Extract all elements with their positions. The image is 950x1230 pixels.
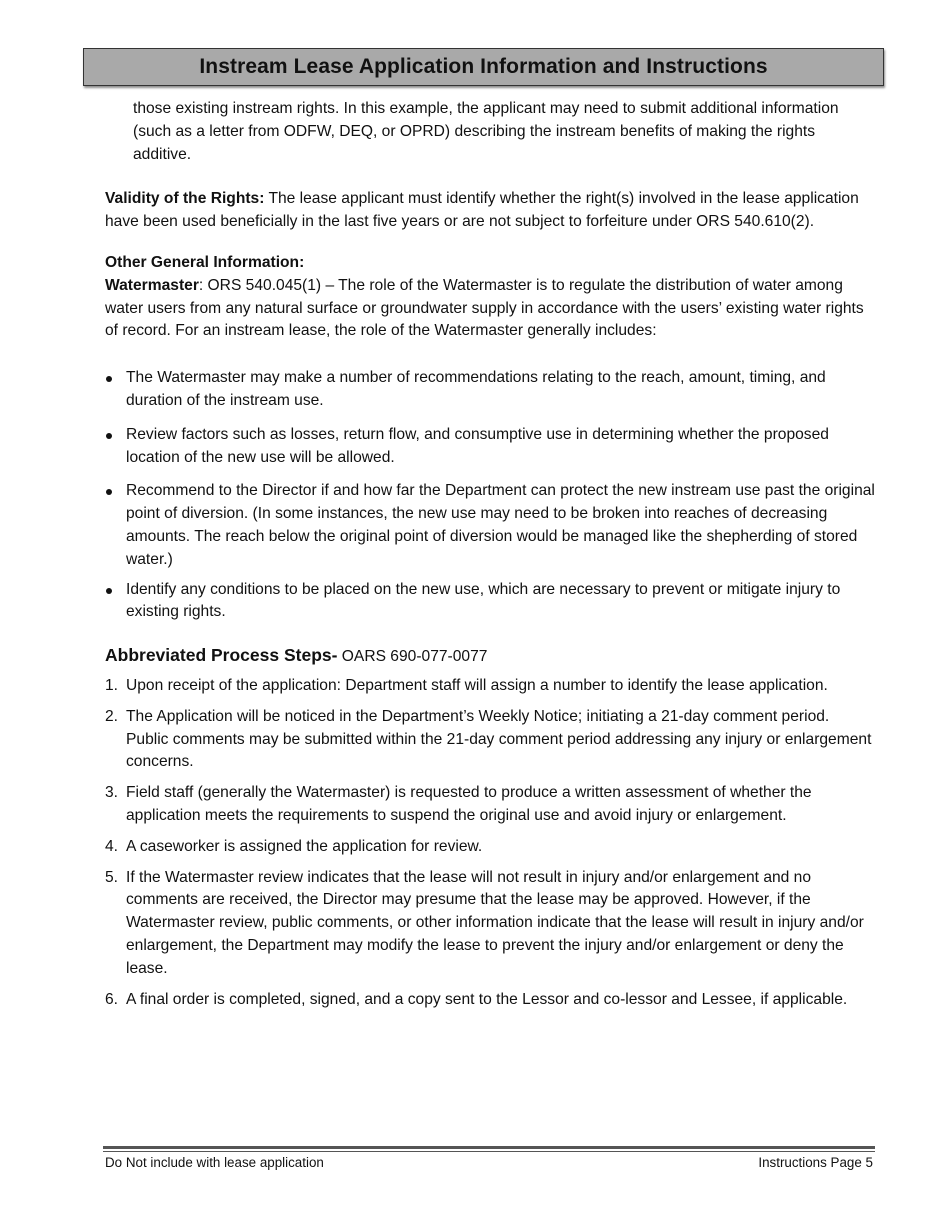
page-footer bbox=[105, 1155, 873, 1170]
step-number: 6. bbox=[105, 990, 119, 1008]
validity-paragraph bbox=[105, 188, 875, 234]
validity-text: The lease applicant must identify whether the right(s) involved in the lease application have been used beneficially in the last five years or are not subject to forfeiture under ORS 540.610(2). bbox=[105, 190, 859, 231]
list-item: Identify any conditions to be placed on the new use, which are necessary to prevent or mitigate injury to existing rights. bbox=[105, 579, 875, 625]
process-reference: OARS 690-077-0077 bbox=[337, 648, 488, 666]
footer-note: Do Not include with lease application bbox=[105, 1155, 324, 1170]
page-header-banner bbox=[83, 48, 884, 86]
step-number: 4. bbox=[105, 837, 119, 855]
page-title: Instream Lease Application Information and Instructions bbox=[199, 55, 768, 78]
watermaster-label: Watermaster bbox=[105, 276, 199, 294]
step-number: 1. bbox=[105, 676, 119, 694]
step-number: 2. bbox=[105, 707, 119, 725]
validity-label: Validity of the Rights: bbox=[105, 190, 265, 208]
step-text: A final order is completed, signed, and a copy sent to the Lessor and co-lessor and Lessee, if applicable. bbox=[126, 990, 848, 1008]
list-item: Recommend to the Director if and how far the Department can protect the new instream use past the original point of diversion. (In some instances, the new use may need to be broken into reaches of decreasing amounts. The reach below the original point of diversion would be managed like the shepherding of stored water.) bbox=[105, 480, 875, 571]
step-text: If the Watermaster review indicates that the lease will not result in injury and/or enlargement and no comments are received, the Director may presume that the lease may be approved. However, if the Watermaster review, public comments, or other information indicate that the lease will result in injury and/or enlargement, the Department may modify the lease to prevent the injury and/or enlargement or deny the lease. bbox=[126, 868, 864, 977]
list-item bbox=[105, 867, 875, 981]
list-item: Review factors such as losses, return flow, and consumptive use in determining whether the proposed location of the new use will be allowed. bbox=[105, 424, 875, 470]
footer-divider bbox=[103, 1146, 875, 1152]
watermaster-text: : ORS 540.045(1) – The role of the Watermaster is to regulate the distribution of water among water users from any natural surface or groundwater supply in accordance with the users’ existing water rights of record. For an instream lease, the role of the Watermaster generally includes: bbox=[105, 276, 864, 340]
process-steps-heading: Abbreviated Process Steps- OARS 690-077-0077 bbox=[105, 645, 488, 666]
process-steps-list bbox=[105, 675, 875, 1011]
list-item bbox=[105, 989, 875, 1012]
watermaster-role-list bbox=[105, 367, 875, 624]
other-info-heading: Other General Information: bbox=[105, 253, 305, 271]
step-text: A caseworker is assigned the application for review. bbox=[126, 837, 483, 855]
page-number: Instructions Page 5 bbox=[758, 1155, 873, 1170]
list-item bbox=[105, 706, 875, 774]
watermaster-paragraph bbox=[105, 275, 875, 343]
step-text: Upon receipt of the application: Department staff will assign a number to identify the lease application. bbox=[126, 676, 828, 694]
list-item: The Watermaster may make a number of recommendations relating to the reach, amount, timing, and duration of the instream use. bbox=[105, 367, 875, 413]
step-number: 5. bbox=[105, 868, 119, 886]
step-number: 3. bbox=[105, 784, 119, 802]
document-body bbox=[105, 98, 875, 1019]
step-text: Field staff (generally the Watermaster) is requested to produce a written assessment of whether the application meets the requirements to suspend the original use and avoid injury or enlargement. bbox=[126, 784, 812, 824]
list-item bbox=[105, 782, 875, 828]
list-item bbox=[105, 675, 875, 698]
list-item bbox=[105, 836, 875, 859]
intro-continuation: those existing instream rights. In this example, the applicant may need to submit additional information (such as a letter from ODFW, DEQ, or OPRD) describing the instream benefits of making the rights additive. bbox=[133, 100, 839, 163]
step-text: The Application will be noticed in the Department’s Weekly Notice; initiating a 21-day comment period. Public comments may be submitted within the 21-day comment period addressing any injury or enlargement concerns. bbox=[126, 707, 872, 771]
